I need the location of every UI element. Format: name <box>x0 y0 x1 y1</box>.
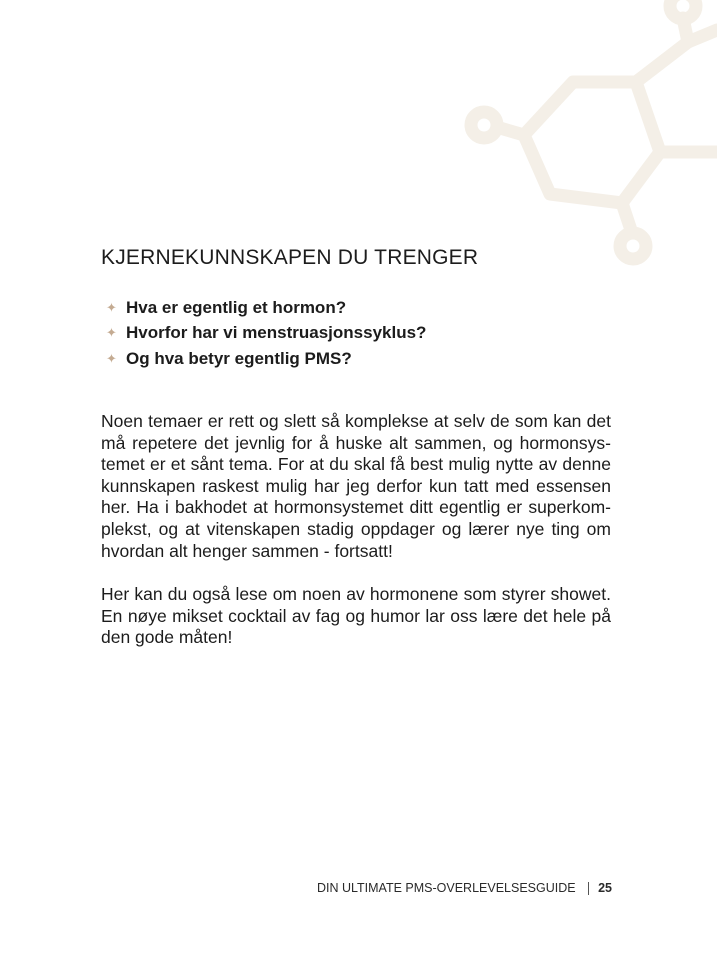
list-item-text: Og hva betyr egentlig PMS? <box>126 348 352 368</box>
list-item-text: Hva er egentlig et hormon? <box>126 297 347 317</box>
hormones-paragraph: Her kan du også lese om noen av hormonene som styrer showet. En nøye mikset cocktail av fag og humor lar oss lære det hele på den gode måten! <box>101 584 611 648</box>
four-point-star-icon: ✦ <box>106 325 117 341</box>
page-number: 25 <box>598 881 612 895</box>
four-point-star-icon: ✦ <box>106 299 117 315</box>
list-item <box>106 346 426 372</box>
footer-divider <box>588 882 590 895</box>
four-point-star-icon: ✦ <box>106 350 117 366</box>
key-questions-list <box>106 295 426 372</box>
list-item-text: Hvorfor har vi menstruasjonssyklus? <box>126 323 427 343</box>
page-footer <box>317 881 612 895</box>
intro-paragraph: Noen temaer er rett og slett så komplekse at selv de som kan det må repetere det jevnlig for å huske alt sammen, og hormonsystemet er et sånt tema. For at du skal få best mulig nytte av denne kunnskapen raskest mulig har jeg derfor kun tatt med essensen her. Ha i bakhodet at hormonsystemet ditt egentlig er superkomplekst, og at vitenskapen stadig oppdager og lærer nye ting om hvordan alt henger sammen - fortsatt! <box>101 411 611 561</box>
section-heading: KJERNEKUNNSKAPEN DU TRENGER <box>101 246 479 269</box>
list-item <box>106 321 426 347</box>
list-item <box>106 295 426 321</box>
book-title: DIN ULTIMATE PMS-OVERLEVELSESGUIDE <box>316 881 576 895</box>
